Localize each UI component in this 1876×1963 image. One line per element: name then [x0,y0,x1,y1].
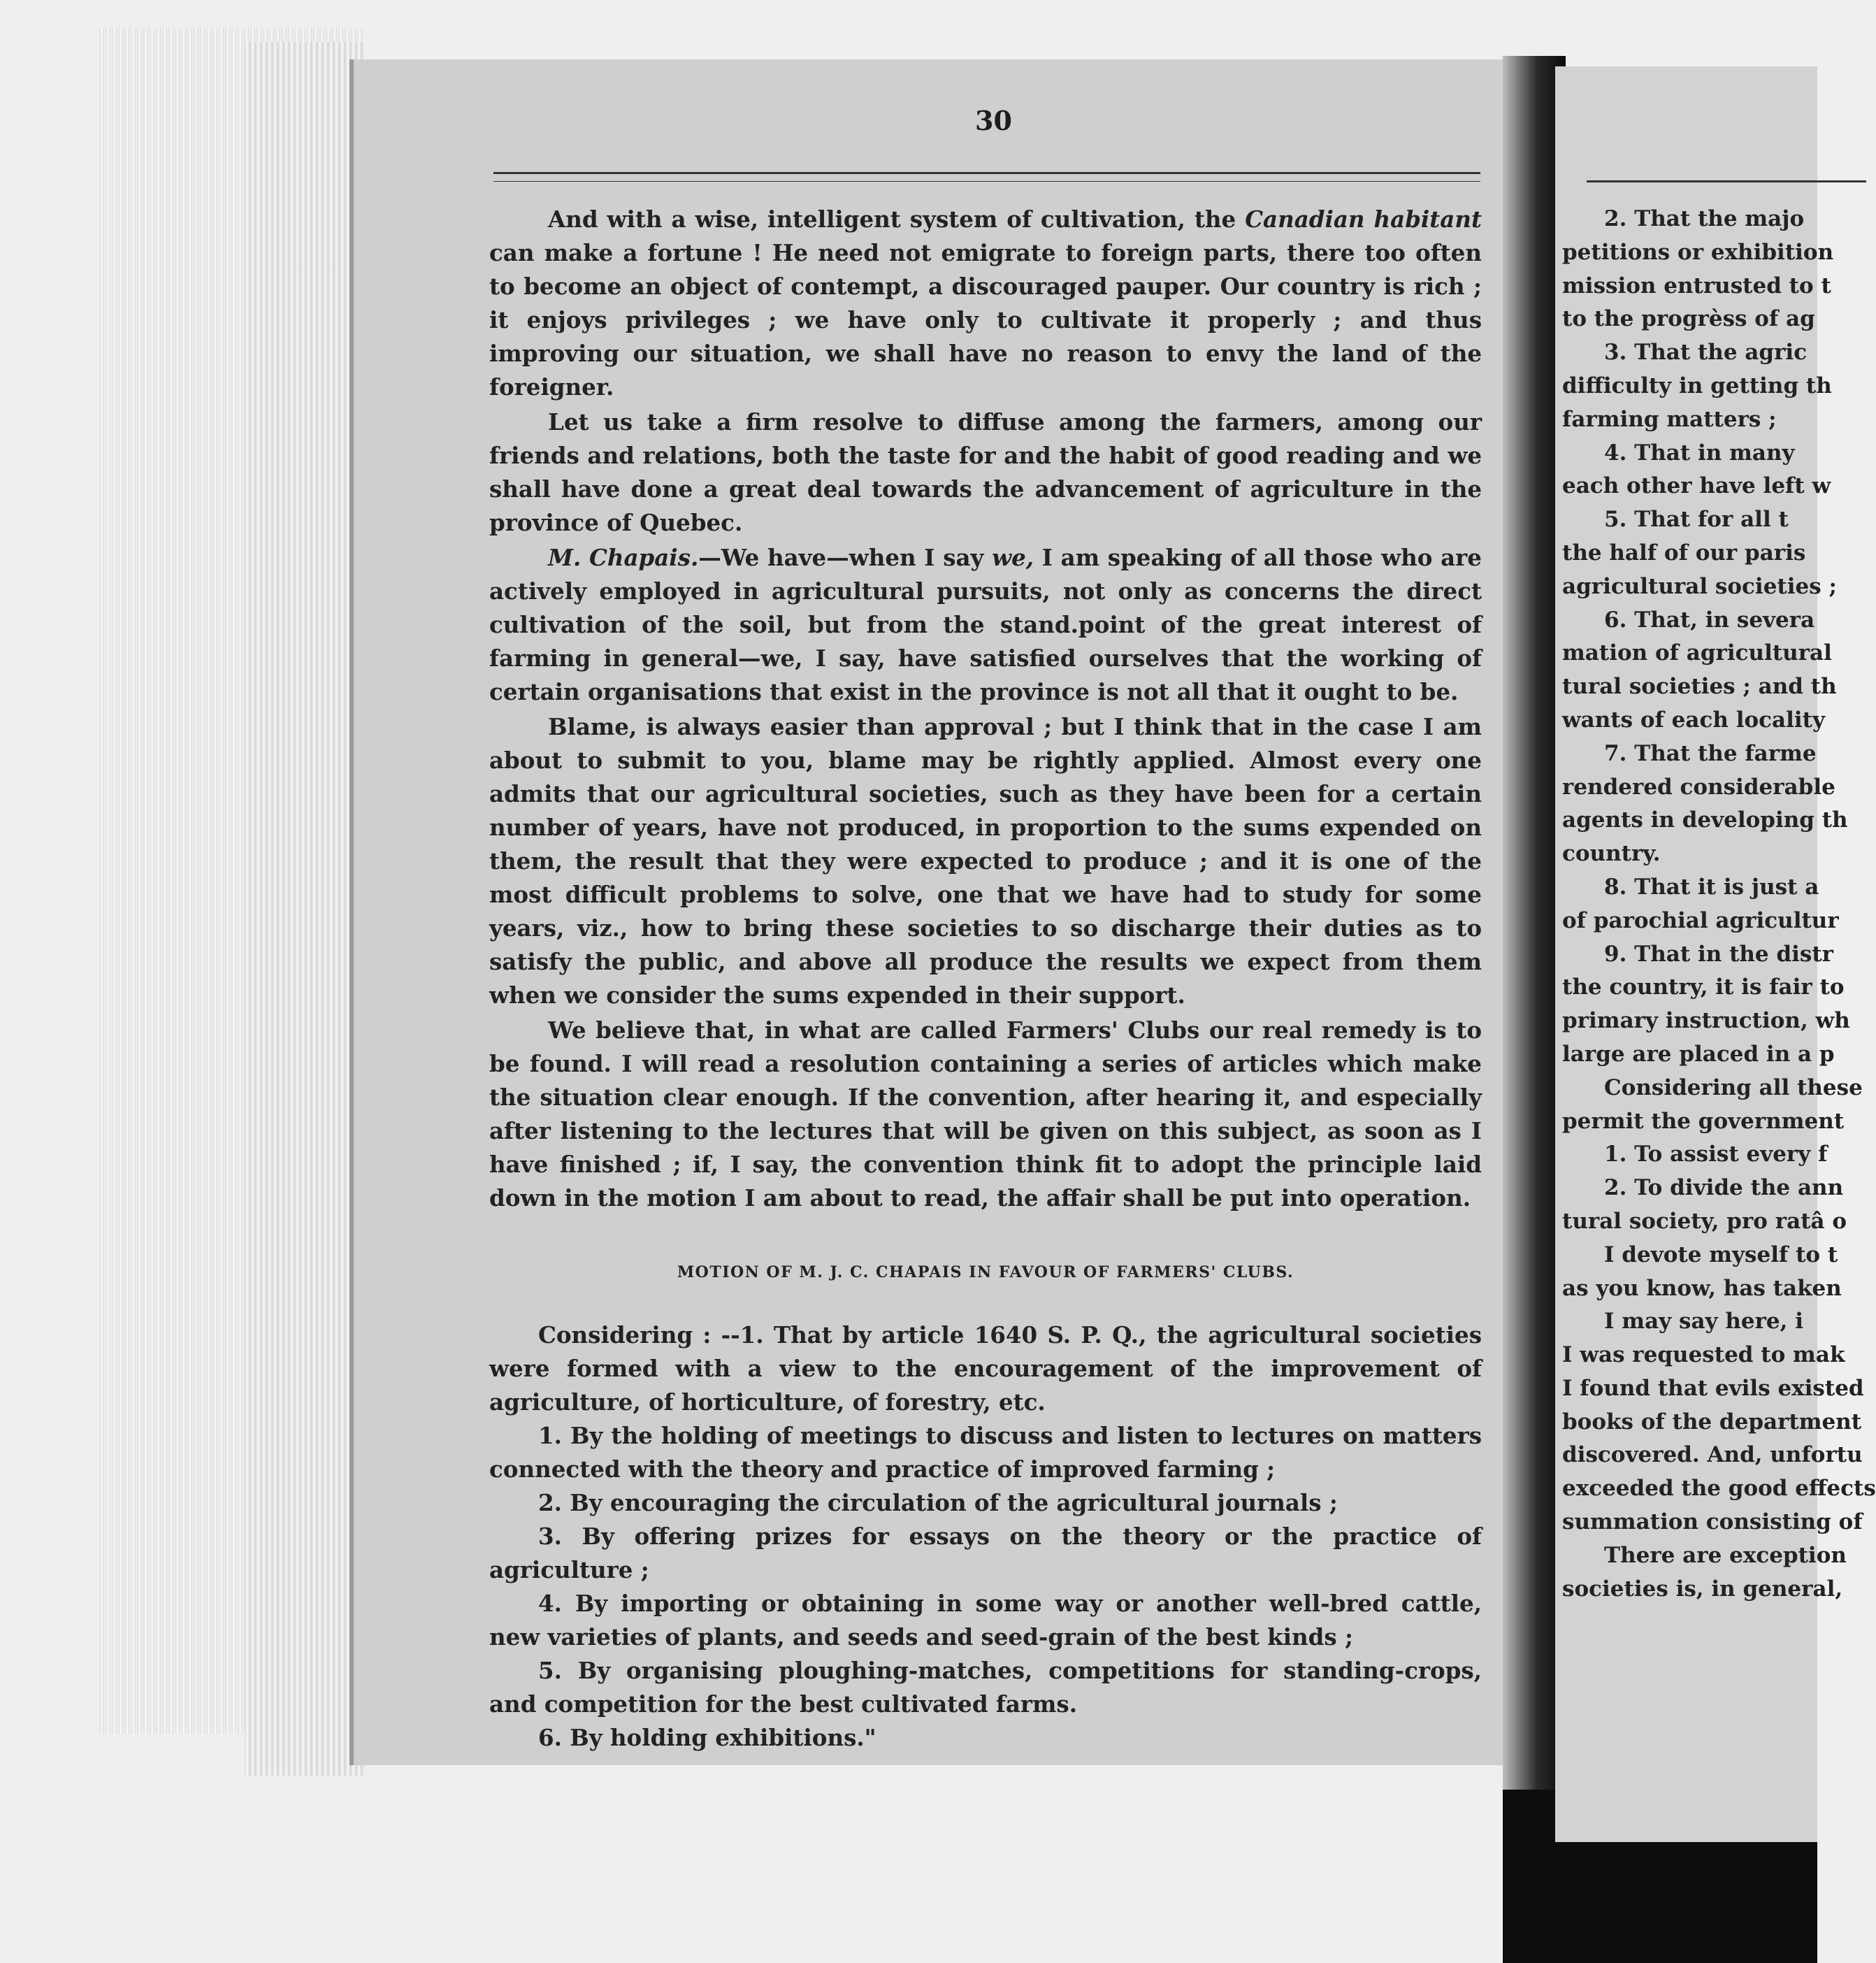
facing-page-line: agricultural societies ; [1562,573,1837,599]
text-run: Let us take a firm resolve to diffuse among the farmers, among our friends and relations, both the taste for and the habit of good reading and we shall have done a great deal towards the advancement of agriculture in the province of Quebec. [489,408,1482,536]
paragraph [489,203,1482,404]
text-run: And with a wise, intelligent system of cultivation, the [548,206,1246,233]
motion-item: Considering : --1. That by article 1640 S. P. Q., the agricultural societies were formed with a view to the encouragement of the improvement of agriculture, of horticulture, of forestry, etc. [489,1321,1482,1416]
right-page-text [1562,203,1876,1606]
paragraph [489,1014,1482,1215]
facing-page-line: each other have left w [1562,473,1831,499]
facing-page-line: primary instruction, wh [1562,1008,1850,1034]
motion-item: 1. By the holding of meetings to discuss and listen to lectures on matters connected with the theory and practice of improved farming ; [489,1422,1482,1483]
facing-page-line: societies is, in general, [1562,1576,1843,1602]
page-number: 30 [975,105,1012,136]
facing-page-line: agents in developing th [1562,807,1848,833]
facing-page-line: 4. That in many [1604,440,1795,466]
facing-page-line: difficulty in getting th [1562,373,1832,398]
header-rule [493,172,1480,182]
facing-page-line: large are placed in a p [1562,1041,1835,1067]
facing-page-line: 3. That the agric [1604,340,1808,366]
paragraph [489,405,1482,540]
right-page [1555,66,1876,1842]
text-run: I am speaking of all those who are actively employed in agricultural pursuits, not only as concerns the direct cultivation of the soil, but from the stand.point of the great interest of farming in general—we, I say, have satisfied ourselves that the working of certain organisations that exist in the province is not all that it ought to be. [489,544,1482,705]
facing-page-line: 7. That the farme [1604,740,1817,766]
facing-page-line: mission entrusted to t [1562,273,1831,299]
facing-page-line: as you know, has taken [1562,1275,1842,1301]
motion-item: 2. By encouraging the circulation of the agricultural journals ; [538,1489,1338,1516]
facing-page-line: farming matters ; [1562,406,1777,432]
facing-page-line: of parochial agricultur [1562,907,1839,933]
facing-page-line: petitions or exhibition [1562,239,1834,265]
motion-item: 4. By importing or obtaining in some way or another well-bred cattle, new varieties of plants, and seeds and seed-grain of the best kinds ; [489,1590,1482,1651]
facing-page-line: I found that evils existed [1562,1375,1864,1401]
facing-page-line: the half of our paris [1562,540,1806,566]
facing-page-line: Considering all these [1604,1074,1863,1100]
facing-page-line: I may say here, i [1604,1309,1804,1335]
facing-page-line: There are exception [1604,1542,1847,1568]
facing-page-line: 2. To divide the ann [1604,1175,1844,1201]
paragraph [489,541,1482,709]
text-run: —We have—when I say [698,544,993,571]
right-header-rule [1587,180,1866,182]
italic-text: we, [992,544,1034,571]
facing-page-line: books of the department [1562,1409,1862,1434]
page-text [489,203,1482,1755]
facing-page-line: tural society, pro ratâ o [1562,1208,1847,1234]
book-page-block [245,42,363,1776]
text-run: We believe that, in what are called Farmers' Clubs our real remedy is to be found. I will read a resolution containing a series of articles which make the situation clear enough. If the convention, after hearing it, and especially after listening to the lectures that will be given on this subject, as soon as I have finished ; if, I say, the convention think fit to adopt the principle laid down in the motion I am about to read, the affair shall be put into operation. [489,1016,1482,1211]
facing-page-line: I was requested to mak [1562,1342,1845,1368]
facing-page-line: wants of each locality [1562,707,1825,733]
motion-heading: MOTION OF M. J. C. CHAPAIS IN FAVOUR OF FARMERS' CLUBS. [677,1263,1294,1281]
facing-page-line: 5. That for all t [1604,507,1789,533]
facing-page-line: discovered. And, unfortu [1562,1442,1863,1468]
facing-page-line: 9. That in the distr [1604,941,1833,967]
facing-page-line: 1. To assist every f [1604,1142,1828,1167]
motion-item: 6. By holding exhibitions." [538,1724,876,1751]
facing-page-line: 8. That it is just a [1604,874,1819,900]
motion-item: 3. By offering prizes for essays on the theory or the practice of agriculture ; [489,1523,1482,1583]
facing-page-line: the country, it is fair to [1562,975,1845,1000]
facing-page-line: country. [1562,841,1661,867]
facing-page-line: 6. That, in severa [1604,607,1815,633]
facing-page-line: summation consisting of [1562,1509,1863,1535]
facing-page-line: to the progrèss of ag [1562,306,1815,332]
italic-text: M. Chapais. [548,544,699,571]
text-run: can make a fortune ! He need not emigrate to foreign parts, there too often to become an object of contempt, a discouraged pauper. Our country is rich ; it enjoys privileges ; we have only to cultivate it properly ; and thus improving our situation, we shall have no reason to envy the land of the foreigner. [489,239,1482,401]
facing-page-line: exceeded the good effects [1562,1476,1876,1502]
italic-text: Canadian habitant [1245,206,1482,233]
facing-page-line: rendered considerable [1562,774,1835,800]
text-run: Blame, is always easier than approval ; but I think that in the case I am about to submit to you, blame may be rightly applied. Almost every one admits that our agricultural societies, such as they have been for a certain number of years, have not produced, in proportion to the sums expended on them, the result that they were expected to produce ; and it is one of the most difficult problems to solve, one that we have had to study for some years, viz., how to bring these societies to so discharge their duties as to satisfy the public, and above all produce the results we expect from them when we consider the sums expended in their support. [489,713,1482,1009]
facing-page-line: mation of agricultural [1562,640,1832,666]
facing-page-line: 2. That the majo [1604,206,1805,231]
facing-page-line: I devote myself to t [1604,1242,1838,1267]
facing-page-line: tural societies ; and th [1562,674,1837,700]
motion-item: 5. By organising ploughing-matches, competitions for standing-crops, and competition for the best cultivated farms. [489,1657,1482,1718]
paragraph [489,710,1482,1012]
facing-page-line: permit the government [1562,1108,1845,1134]
